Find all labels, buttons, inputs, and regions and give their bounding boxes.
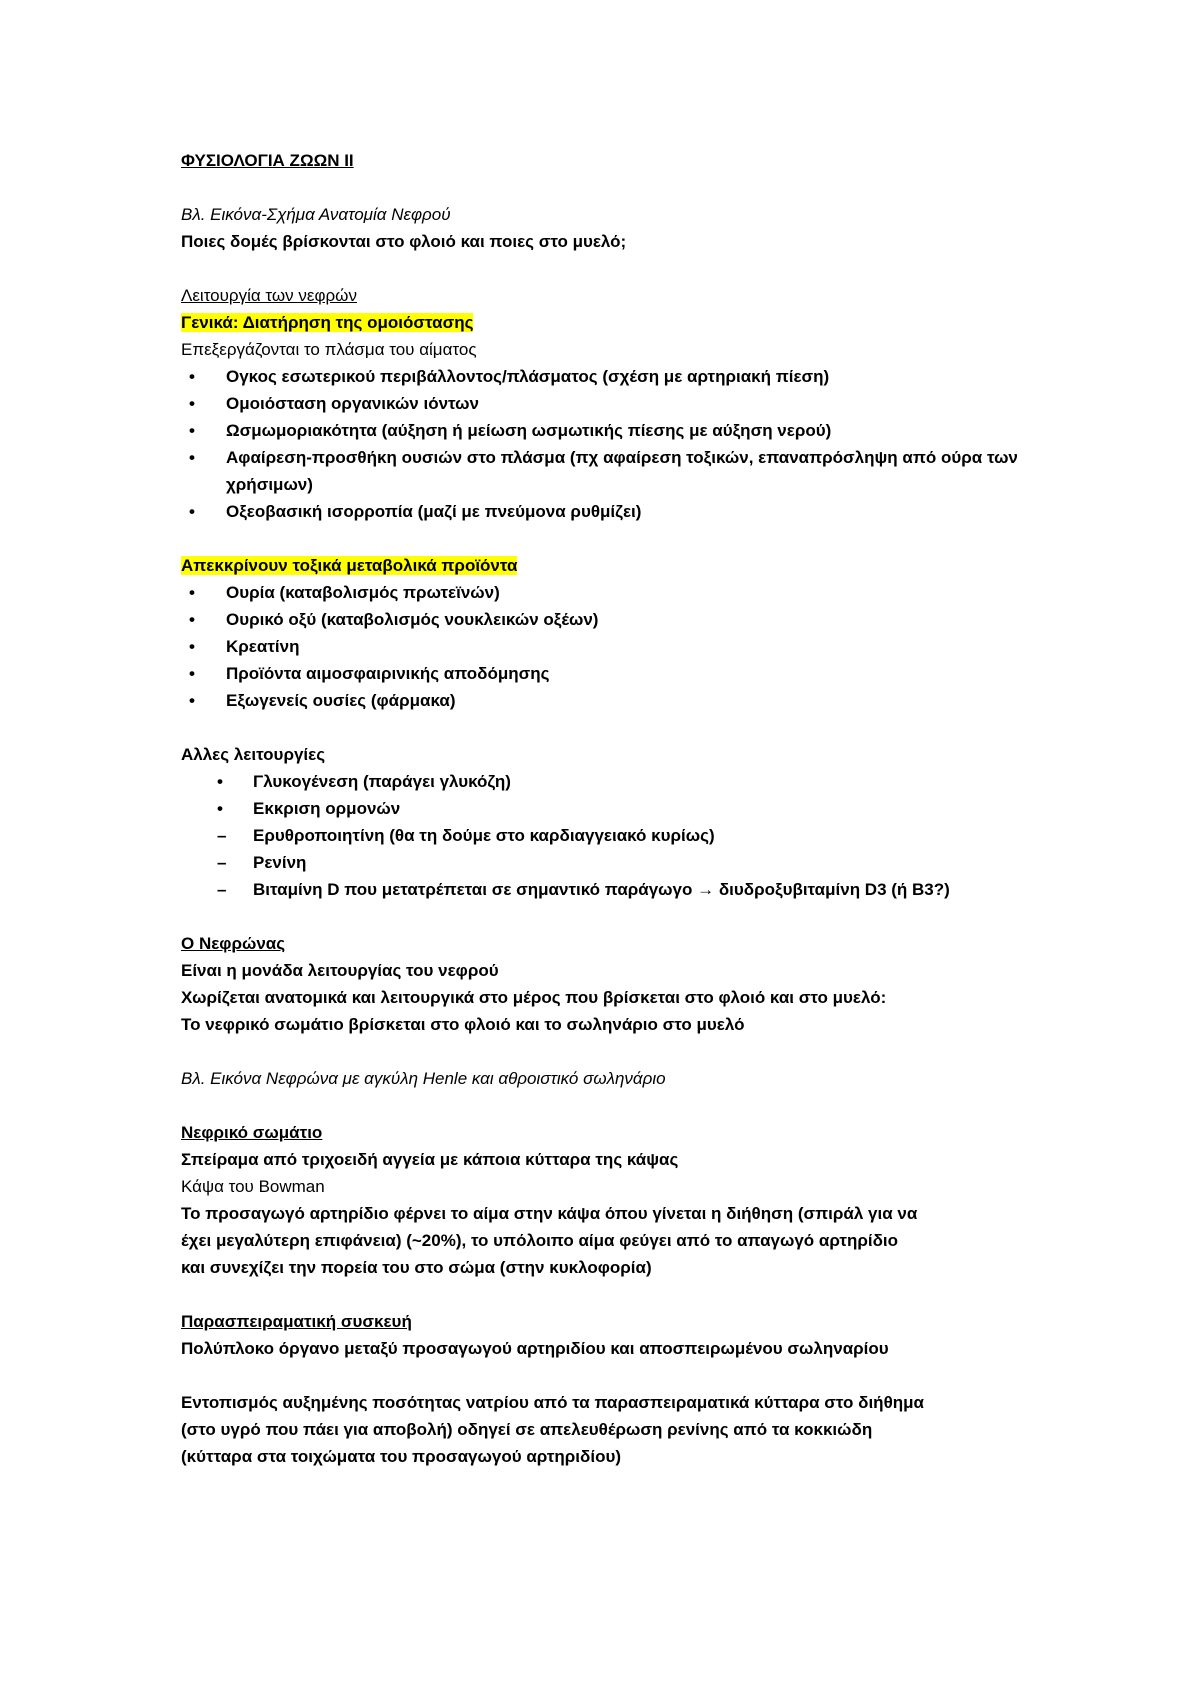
spacer bbox=[181, 255, 1061, 282]
list-item-text: Προϊόντα αιμοσφαιρινικής αποδόμησης bbox=[226, 664, 550, 683]
document-title: ΦΥΣΙΟΛΟΓΙΑ ΖΩΩΝ ΙΙ bbox=[181, 151, 354, 170]
spacer bbox=[181, 174, 1061, 201]
spacer bbox=[181, 903, 1061, 930]
corpuscle-paragraph-line: Το προσαγωγό αρτηρίδιο φέρνει το αίμα στην κάψα όπου γίνεται η διήθηση (σπιράλ για να bbox=[181, 1204, 918, 1223]
section-heading-excretion bbox=[181, 552, 1061, 579]
process-line: Επεξεργάζονται το πλάσμα του αίματος bbox=[181, 340, 477, 359]
list-item bbox=[181, 606, 1061, 633]
dash-marker: – bbox=[217, 853, 227, 872]
bullet-marker: • bbox=[217, 799, 223, 818]
list-item-text: διυδροξυβιταμίνη D3 (ή B3?) bbox=[718, 880, 950, 899]
section-heading-other: Αλλες λειτουργίες bbox=[181, 745, 326, 764]
corpuscle-paragraph-line: έχει μεγαλύτερη επιφάνεια) (~20%), το υπόλοιπο αίμα φεύγει από το απαγωγό αρτηρίδιο bbox=[181, 1231, 899, 1250]
nephron-line: Είναι η μονάδα λειτουργίας του νεφρού bbox=[181, 961, 499, 980]
corpuscle-line: Κάψα του Bowman bbox=[181, 1177, 325, 1196]
list-item-text: Εκκριση ορμονών bbox=[253, 799, 401, 818]
list-item-text: Γλυκογένεση (παράγει γλυκόζη) bbox=[253, 772, 511, 791]
list-item-text: Ωσμωμοριακότητα (αύξηση ή μείωση ωσμωτικής πίεσης με αύξηση νερού) bbox=[226, 421, 832, 440]
bullet-marker: • bbox=[189, 394, 195, 413]
list-item bbox=[181, 768, 1061, 795]
juxtaglomerular-paragraph-line: (κύτταρα στα τοιχώματα του προσαγωγού αρτηριδίου) bbox=[181, 1447, 622, 1466]
list-item-text: Εξωγενείς ουσίες (φάρμακα) bbox=[226, 691, 456, 710]
intro-question: Ποιες δομές βρίσκονται στο φλοιό και ποιες στο μυελό; bbox=[181, 232, 627, 251]
corpuscle-line: Σπείραμα από τριχοειδή αγγεία με κάποια κύτταρα της κάψας bbox=[181, 1150, 679, 1169]
list-item bbox=[181, 876, 1061, 903]
dash-marker: – bbox=[217, 880, 227, 899]
list-item bbox=[181, 444, 1061, 498]
spacer bbox=[181, 1281, 1061, 1308]
list-item bbox=[181, 390, 1061, 417]
list-item bbox=[181, 498, 1061, 525]
figure-reference-nephron: Βλ. Εικόνα Νεφρώνα με αγκύλη Henle και αθροιστικό σωληνάριο bbox=[181, 1069, 666, 1088]
highlighted-text: Απεκκρίνουν τοξικά μεταβολικά προϊόντα bbox=[181, 556, 518, 575]
section-heading-juxtaglomerular: Παρασπειραματική συσκευή bbox=[181, 1312, 412, 1331]
bullet-marker: • bbox=[189, 421, 195, 440]
nephron-line: Το νεφρικό σωμάτιο βρίσκεται στο φλοιό και το σωληνάριο στο μυελό bbox=[181, 1015, 745, 1034]
list-item-text: Ογκος εσωτερικού περιβάλλοντος/πλάσματος (σχέση με αρτηριακή πίεση) bbox=[226, 367, 830, 386]
list-item bbox=[181, 660, 1061, 687]
list-item-text: Ρενίνη bbox=[253, 853, 307, 872]
excretion-list bbox=[181, 579, 1061, 714]
list-item bbox=[181, 363, 1061, 390]
bullet-marker: • bbox=[189, 664, 195, 683]
general-line bbox=[181, 309, 1061, 336]
spacer bbox=[181, 525, 1061, 552]
list-item bbox=[181, 795, 1061, 822]
list-item-text: Ομοιόσταση οργανικών ιόντων bbox=[226, 394, 479, 413]
spacer bbox=[181, 1362, 1061, 1389]
functions-list bbox=[181, 363, 1061, 525]
list-item-text: Κρεατίνη bbox=[226, 637, 300, 656]
arrow-icon: → bbox=[697, 880, 715, 899]
list-item-text: Οξεοβασική ισορροπία (μαζί με πνεύμονα ρυθμίζει) bbox=[226, 502, 642, 521]
document-body bbox=[181, 147, 1061, 1470]
list-item-text: Αφαίρεση-προσθήκη ουσιών στο πλάσμα (πχ αφαίρεση τοξικών, επαναπρόσληψη από ούρα των χρήσιμων) bbox=[226, 448, 1018, 494]
other-functions-list bbox=[181, 768, 1061, 903]
juxtaglomerular-paragraph-line: Εντοπισμός αυξημένης ποσότητας νατρίου από τα παρασπειραματικά κύτταρα στο διήθημα bbox=[181, 1393, 924, 1412]
juxtaglomerular-paragraph-line: (στο υγρό που πάει για αποβολή) οδηγεί σε απελευθέρωση ρενίνης από τα κοκκιώδη bbox=[181, 1420, 873, 1439]
corpuscle-paragraph-line: και συνεχίζει την πορεία του στο σώμα (στην κυκλοφορία) bbox=[181, 1258, 652, 1277]
list-item-text: Ερυθροποιητίνη (θα τη δούμε στο καρδιαγγειακό κυρίως) bbox=[253, 826, 715, 845]
bullet-marker: • bbox=[189, 583, 195, 602]
bullet-marker: • bbox=[189, 637, 195, 656]
list-item-text: Βιταμίνη D που μετατρέπεται σε σημαντικό παράγωγο bbox=[253, 880, 693, 899]
list-item bbox=[181, 687, 1061, 714]
section-heading-corpuscle: Νεφρικό σωμάτιο bbox=[181, 1123, 323, 1142]
nephron-line: Χωρίζεται ανατομικά και λειτουργικά στο μέρος που βρίσκεται στο φλοιό και στο μυελό: bbox=[181, 988, 887, 1007]
list-item bbox=[181, 849, 1061, 876]
spacer bbox=[181, 1038, 1061, 1065]
spacer bbox=[181, 1092, 1061, 1119]
list-item-text: Ουρικό οξύ (καταβολισμός νουκλεικών οξέων) bbox=[226, 610, 599, 629]
list-item bbox=[181, 822, 1061, 849]
section-heading-functions: Λειτουργία των νεφρών bbox=[181, 286, 357, 305]
bullet-marker: • bbox=[189, 691, 195, 710]
juxtaglomerular-line: Πολύπλοκο όργανο μεταξύ προσαγωγού αρτηριδίου και αποσπειρωμένου σωληναρίου bbox=[181, 1339, 889, 1358]
list-item bbox=[181, 417, 1061, 444]
spacer bbox=[181, 714, 1061, 741]
bullet-marker: • bbox=[217, 772, 223, 791]
bullet-marker: • bbox=[189, 502, 195, 521]
list-item bbox=[181, 579, 1061, 606]
bullet-marker: • bbox=[189, 610, 195, 629]
bullet-marker: • bbox=[189, 448, 195, 467]
dash-marker: – bbox=[217, 826, 227, 845]
bullet-marker: • bbox=[189, 367, 195, 386]
section-heading-nephron: Ο Νεφρώνας bbox=[181, 934, 286, 953]
list-item-text: Ουρία (καταβολισμός πρωτεϊνών) bbox=[226, 583, 500, 602]
highlighted-text: Γενικά: Διατήρηση της ομοιόστασης bbox=[181, 313, 474, 332]
list-item bbox=[181, 633, 1061, 660]
figure-reference-kidney: Βλ. Εικόνα-Σχήμα Ανατομία Νεφρού bbox=[181, 205, 451, 224]
